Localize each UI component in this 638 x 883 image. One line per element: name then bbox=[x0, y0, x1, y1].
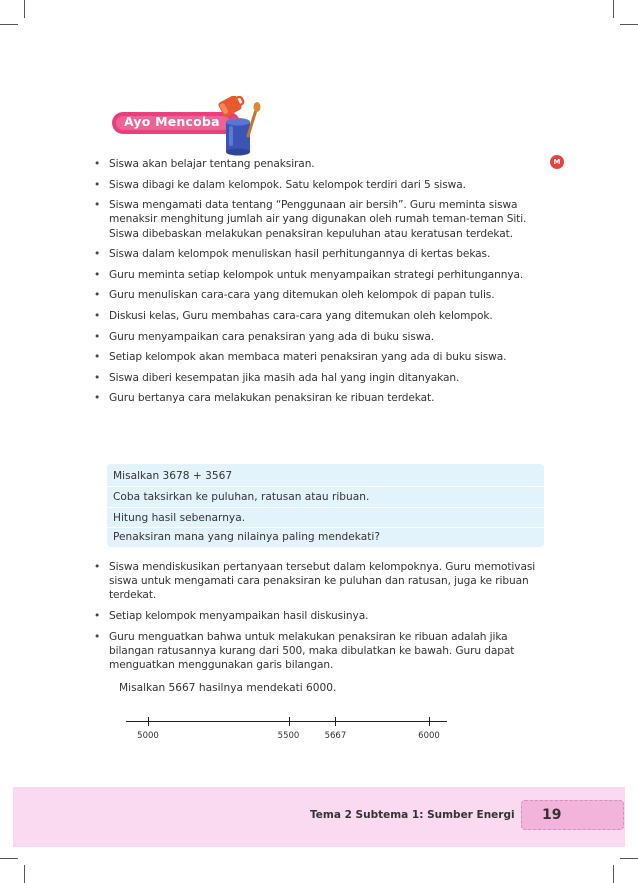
crop-mark bbox=[613, 0, 614, 18]
list-item: • Setiap kelompok menyampaikan hasil diskusinya. bbox=[94, 609, 554, 623]
section-title: Ayo Mencoba bbox=[124, 114, 220, 129]
example-line: Penaksiran mana yang nilainya paling mendekati? bbox=[113, 531, 380, 543]
paint-cup-icon bbox=[218, 96, 266, 156]
crop-mark bbox=[24, 0, 25, 18]
page-number-box bbox=[521, 800, 624, 830]
sample-text: Misalkan 5667 hasilnya mendekati 6000. bbox=[119, 682, 337, 694]
number-line-label: 5667 bbox=[324, 731, 347, 741]
list-item: • Diskusi kelas, Guru membahas cara-cara yang ditemukan oleh kelompok. bbox=[94, 309, 554, 323]
crop-mark bbox=[620, 24, 638, 25]
list-item: • Siswa diberi kesempatan jika masih ada hal yang ingin ditanyakan. bbox=[94, 371, 554, 385]
list-item: • Siswa dalam kelompok menuliskan hasil perhitungannya di kertas bekas. bbox=[94, 247, 554, 261]
example-line: Misalkan 3678 + 3567 bbox=[113, 470, 233, 482]
list-item: • Siswa akan belajar tentang penaksiran. bbox=[94, 157, 554, 171]
list-item: • Guru menuliskan cara-cara yang ditemukan oleh kelompok di papan tulis. bbox=[94, 288, 554, 302]
number-line-axis bbox=[126, 721, 447, 722]
number-line-tick bbox=[289, 717, 290, 726]
list-item: • Siswa dibagi ke dalam kelompok. Satu kelompok terdiri dari 5 siswa. bbox=[94, 178, 554, 192]
number-line-label: 5500 bbox=[277, 731, 300, 741]
crop-mark bbox=[0, 858, 18, 859]
list-item: • Siswa mendiskusikan pertanyaan tersebut dalam kelompoknya. Guru memotivasi siswa untuk mengamati cara penaksiran ke puluhan dan ratusan, juga ke ribuan terdekat. bbox=[94, 560, 554, 603]
number-line-label: 6000 bbox=[418, 731, 440, 741]
list-item: • Guru bertanya cara melakukan penaksiran ke ribuan terdekat. bbox=[94, 391, 554, 405]
number-line-tick bbox=[148, 717, 149, 726]
list-item: • Siswa mengamati data tentang “Penggunaan air bersih”. Guru meminta siswa menaksir menghitung jumlah air yang digunakan oleh rumah teman-teman Siti. Siswa dibebaskan melakukan penaksiran kepuluhan atau keratusan terdekat. bbox=[94, 198, 554, 241]
crop-mark bbox=[620, 858, 638, 859]
crop-mark bbox=[24, 865, 25, 883]
number-line-tick bbox=[335, 717, 336, 726]
page-footer bbox=[13, 787, 625, 847]
bullet-list-bottom bbox=[94, 560, 554, 679]
list-item: • Setiap kelompok akan membaca materi penaksiran yang ada di buku siswa. bbox=[94, 350, 554, 364]
example-box bbox=[107, 464, 544, 547]
page-number: 19 bbox=[542, 807, 562, 823]
list-item: • Guru menguatkan bahwa untuk melakukan penaksiran ke ribuan adalah jika bilangan ratusannya kurang dari 500, maka dibulatkan ke bawah. Guru dapat menguatkan menggunakan garis bilangan. bbox=[94, 630, 554, 673]
list-item: • Guru menyampaikan cara penaksiran yang ada di buku siswa. bbox=[94, 330, 554, 344]
example-line: Coba taksirkan ke puluhan, ratusan atau ribuan. bbox=[113, 491, 370, 503]
crop-mark bbox=[613, 865, 614, 883]
footer-title: Tema 2 Subtema 1: Sumber Energi bbox=[310, 809, 515, 821]
example-line: Hitung hasil sebenarnya. bbox=[113, 512, 246, 524]
bullet-list-top bbox=[94, 157, 554, 412]
number-line-tick bbox=[429, 717, 430, 726]
marker-badge: M bbox=[550, 155, 564, 169]
list-item: • Guru meminta setiap kelompok untuk menyampaikan strategi perhitungannya. bbox=[94, 268, 554, 282]
section-header bbox=[104, 96, 264, 156]
number-line-label: 5000 bbox=[137, 731, 159, 741]
number-line bbox=[120, 712, 460, 752]
crop-mark bbox=[0, 24, 18, 25]
